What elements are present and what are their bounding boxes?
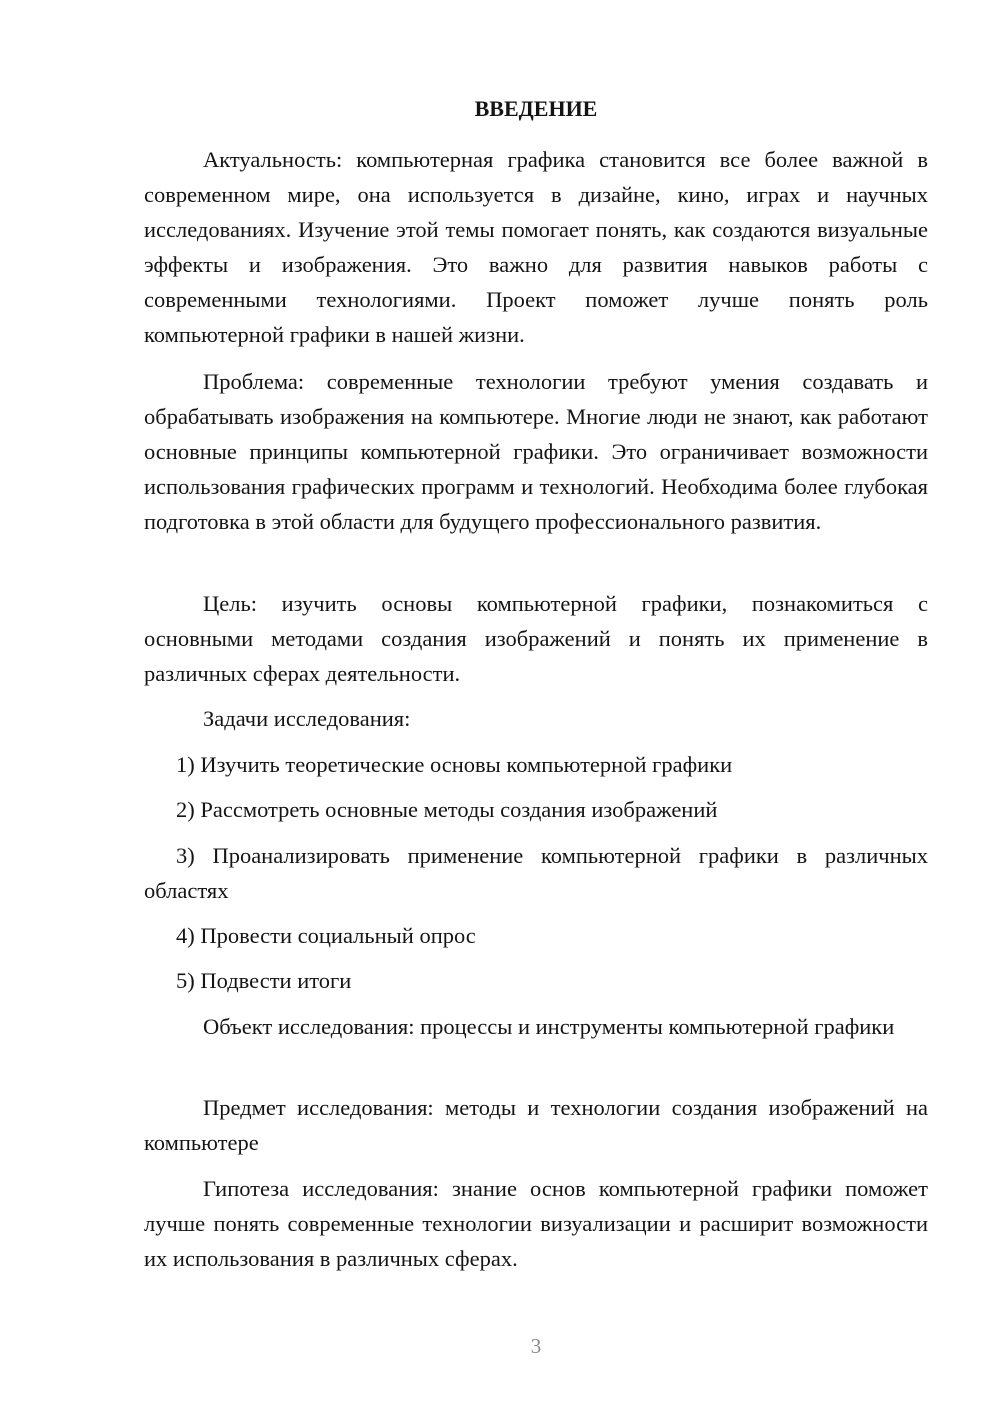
paragraph-problem: Проблема: современные технологии требуют умения создавать и обрабатывать изображения на компьютере. Многие люди не знают, как работают основные принципы компьютерной графики. Это ограничивает возможности использования графических программ и технологий. Необходима более глубокая подготовка в этой области для будущего профессионального развития. bbox=[144, 369, 928, 534]
task-item-5: 5) Подвести итоги bbox=[176, 968, 352, 993]
section-heading: ВВЕДЕНИЕ bbox=[474, 96, 598, 121]
page-number: 3 bbox=[530, 1334, 542, 1358]
paragraph-subject: Предмет исследования: методы и технологии создания изображений на компьютере bbox=[144, 1095, 928, 1155]
paragraph-relevance: Актуальность: компьютерная графика становится все более важной в современном мире, она используется в дизайне, кино, играх и научных исследованиях. Изучение этой темы помогает понять, как создаются визуальные эффекты и изображения. Это важно для развития навыков работы с современными технологиями. Проект поможет лучше понять роль компьютерной графики в нашей жизни. bbox=[144, 147, 928, 347]
task-item-1: 1) Изучить теоретические основы компьютерной графики bbox=[176, 752, 733, 777]
task-item-3: 3) Проанализировать применение компьютерной графики в различных областях bbox=[144, 843, 928, 903]
paragraph-hypothesis: Гипотеза исследования: знание основ компьютерной графики поможет лучше понять современные технологии визуализации и расширит возможности их использования в различных сферах. bbox=[144, 1176, 928, 1271]
task-item-2: 2) Рассмотреть основные методы создания изображений bbox=[176, 797, 718, 822]
paragraph-goal: Цель: изучить основы компьютерной графики, познакомиться с основными методами создания изображений и понять их применение в различных сферах деятельности. bbox=[144, 591, 928, 686]
tasks-heading: Задачи исследования: bbox=[203, 706, 411, 731]
paragraph-object: Объект исследования: процессы и инструменты компьютерной графики bbox=[203, 1014, 895, 1039]
task-item-4: 4) Провести социальный опрос bbox=[176, 923, 476, 948]
